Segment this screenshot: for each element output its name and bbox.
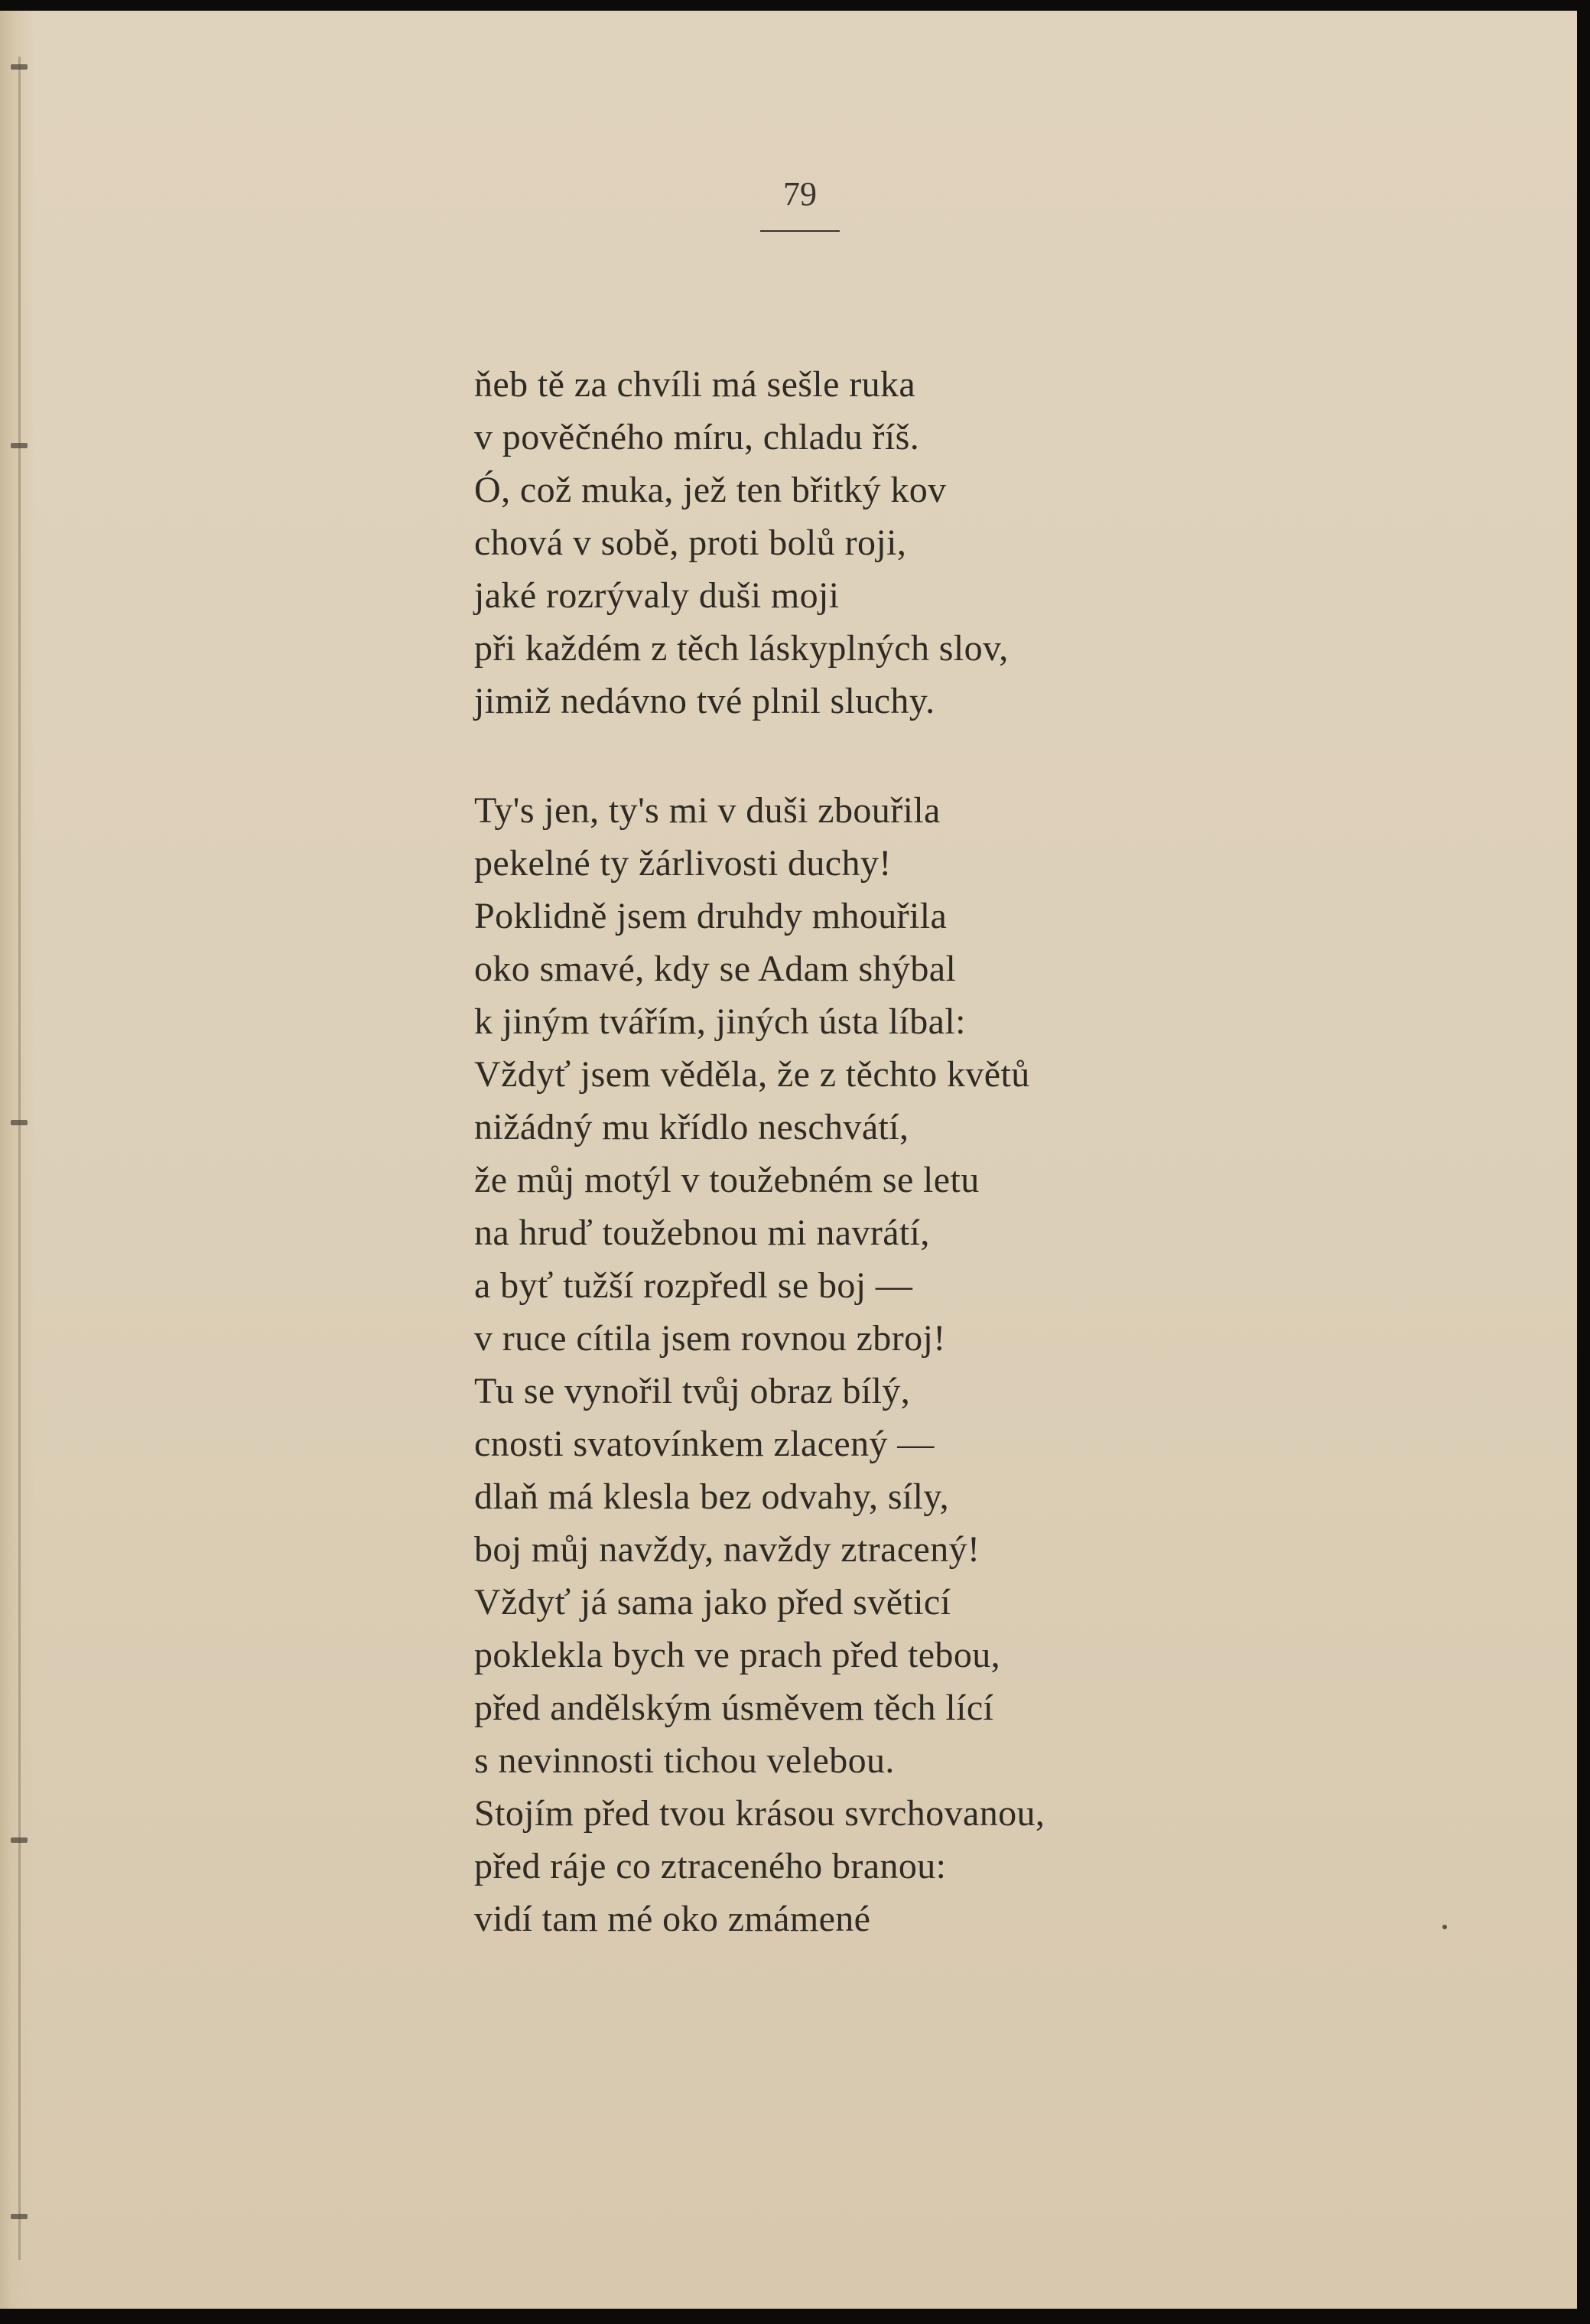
poem-line: poklekla bych ve prach před tebou, xyxy=(474,1635,1001,1675)
poem-line: Tu se vynořil tvůj obraz bílý, xyxy=(474,1371,911,1411)
binding-mark xyxy=(11,2214,28,2219)
binding-mark xyxy=(11,1837,28,1843)
paper-speck xyxy=(1442,1925,1447,1929)
poem-line: s nevinnosti tichou velebou. xyxy=(474,1740,895,1781)
poem-line: před andělským úsměvem těch lící xyxy=(474,1688,994,1728)
stanza-1 xyxy=(474,358,1239,727)
poem-line: že můj motýl v toužebném se letu xyxy=(474,1160,980,1200)
stanza-2 xyxy=(474,784,1239,1945)
binding-mark xyxy=(11,443,28,448)
book-page xyxy=(0,11,1577,2309)
poem-line: při každém z těch láskyplných slov, xyxy=(474,628,1009,669)
page-number-underline xyxy=(760,230,840,232)
poem-line: nižádný mu křídlo neschvátí, xyxy=(474,1107,909,1147)
page-binding-edge xyxy=(0,11,35,2309)
poem-line: Vždyť já sama jako před světicí xyxy=(474,1582,951,1623)
poem-line: Stojím před tvou krásou svrchovanou, xyxy=(474,1793,1045,1834)
poem-line: před ráje co ztraceného branou: xyxy=(474,1846,947,1886)
poem-line: cnosti svatovínkem zlacený — xyxy=(474,1424,935,1464)
binding-line xyxy=(18,57,21,2260)
poem-line: a byť tužší rozpředl se boj — xyxy=(474,1265,913,1306)
poem-line: v ruce cítila jsem rovnou zbroj! xyxy=(474,1318,946,1359)
poem-line: dlaň má klesla bez odvahy, síly, xyxy=(474,1476,950,1517)
poem-line: boj můj navždy, navždy ztracený! xyxy=(474,1529,980,1570)
poem-line: jimiž nedávno tvé plnil sluchy. xyxy=(474,681,935,721)
poem-line: chová v sobě, proti bolů roji, xyxy=(474,522,907,563)
binding-mark xyxy=(11,1120,28,1125)
page-number: 79 xyxy=(783,175,817,213)
poem-line: k jiným tvářím, jiných ústa líbal: xyxy=(474,1001,966,1042)
poem-line: Ó, což muka, jež ten břitký kov xyxy=(474,470,947,510)
poem-line: Ty's jen, ty's mi v duši zbouřila xyxy=(474,790,941,831)
poem-line: Vždyť jsem věděla, že z těchto květů xyxy=(474,1054,1030,1095)
poem-line: ňeb tě za chvíli má sešle ruka xyxy=(474,364,916,405)
poem-line: pekelné ty žárlivosti duchy! xyxy=(474,843,892,884)
poem-line: vidí tam mé oko zmámené xyxy=(474,1899,871,1939)
poem-text xyxy=(474,358,1239,1945)
poem-line: na hruď toužebnou mi navrátí, xyxy=(474,1212,930,1253)
poem-line: Poklidně jsem druhdy mhouřila xyxy=(474,896,948,936)
poem-line: v pověčného míru, chladu říš. xyxy=(474,417,920,457)
poem-line: jaké rozrývaly duši moji xyxy=(474,575,840,616)
poem-line: oko smavé, kdy se Adam shýbal xyxy=(474,949,957,989)
binding-mark xyxy=(11,64,28,70)
